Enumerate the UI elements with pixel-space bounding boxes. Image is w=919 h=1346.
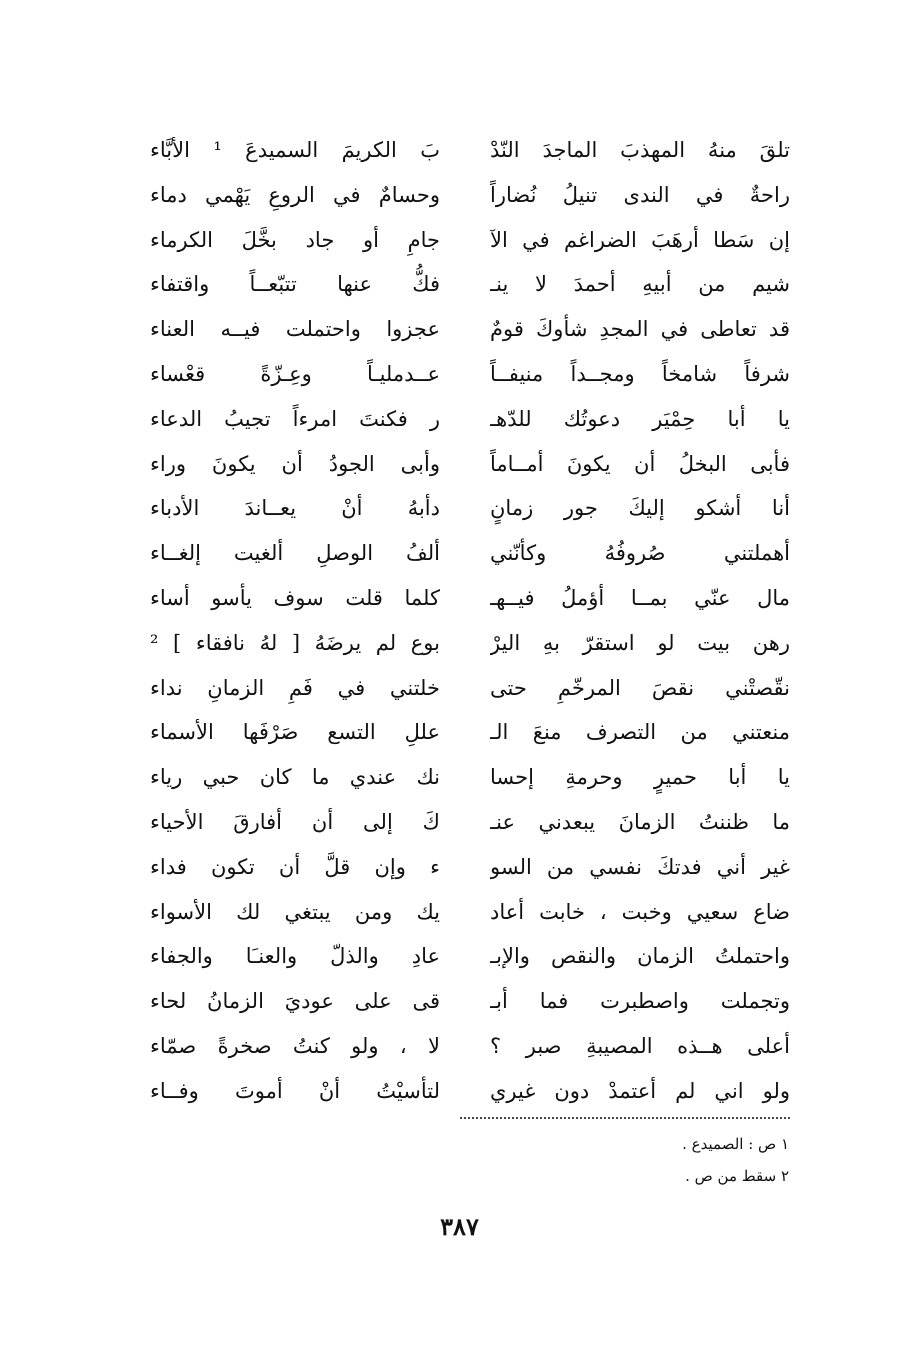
verse-first-hemistich: قد تعاطى في المجدِ شأوكَ قومٌ: [490, 317, 790, 342]
verse-second-hemistich: عادِ والذلّ والعنـَا والجفاء: [150, 944, 440, 969]
verse-second-hemistich: لا ، ولو كنتُ صخرةً صمّاء: [150, 1034, 440, 1058]
verse-line: [150, 397, 790, 441]
verse-first-hemistich: راحةٌ في الندى تنيلُ نُضاراً: [490, 182, 790, 207]
verse-second-hemistich: نك عندي ما كان حبي رياء: [150, 765, 440, 790]
verse-line: [150, 934, 790, 978]
verse-first-hemistich: رهن بيت لو استقرّ بهِ اليرْ: [490, 630, 790, 655]
verse-second-hemistich: كَ إلى أن أفارقَ الأحياء: [150, 810, 440, 834]
verse-first-hemistich: نقّصتْني نقصَ المرخّمِ حتى: [490, 675, 790, 700]
verse-first-hemistich: أعلى هــذه المصيبةِ صبر ؟: [490, 1034, 790, 1058]
verse-line: [150, 173, 790, 217]
verse-line: [150, 486, 790, 530]
verse-line: [150, 262, 790, 306]
verse-line: [150, 890, 790, 934]
verse-second-hemistich: جامِ أو جاد بخَّلَ الكرماء: [150, 227, 440, 252]
verse-first-hemistich: وتجملت واصطبرت فما أبـ: [490, 989, 790, 1014]
verse-second-hemistich: ألفُ الوصلِ ألغيت إلغــاء: [150, 541, 440, 566]
footnote-separator: [460, 1117, 790, 1119]
verse-line: [150, 979, 790, 1023]
verse-second-hemistich: عــدمليـاً وعِـزّةً قعْساء: [150, 362, 440, 386]
footnote: ١ ص : الصميدع .: [682, 1135, 789, 1153]
verse-first-hemistich: إن سَطا أرهَبَ الضراغم في الآ: [490, 227, 790, 252]
verse-second-hemistich: ر فكنتَ امرءاً تجيبُ الدعاء: [150, 406, 440, 431]
verse-first-hemistich: ولو اني لم أعتمدْ دون غيري: [490, 1078, 790, 1103]
verse-line: [150, 128, 790, 172]
verse-line: [150, 442, 790, 486]
verse-line: [150, 307, 790, 351]
verse-first-hemistich: يا أبا حميرٍ وحرمةِ إحسا: [490, 765, 790, 790]
verse-first-hemistich: تلقَ منهُ المهذبَ الماجدَ النّدْ: [490, 138, 790, 162]
footnotes: [469, 1128, 789, 1192]
verse-first-hemistich: ضاع سعيي وخبت ، خابت أعاد: [490, 899, 790, 924]
verse-line: [150, 710, 790, 754]
verse-first-hemistich: مال عنّي بمــا أؤملُ فيــهـ: [490, 586, 790, 610]
verse-first-hemistich: غير أني فدتكَ نفسي من السو: [490, 854, 790, 879]
verse-second-hemistich: دأبهُ أنْ يعــاندَ الأدباء: [150, 496, 440, 521]
verse-line: [150, 666, 790, 710]
verse-second-hemistich: خلتني في فَمِ الزمانِ نداء: [150, 675, 440, 700]
verse-first-hemistich: منعتني من التصرف منعَ الـ: [490, 720, 790, 745]
verse-second-hemistich: ء وإن قلَّ أن تكون فداء: [150, 854, 440, 879]
verse-second-hemistich: كلما قلت سوف يأسو أساء: [150, 586, 440, 610]
verse-line: [150, 531, 790, 575]
verse-second-hemistich: قى على عوديَ الزمانُ لحاء: [150, 989, 440, 1014]
verse-first-hemistich: أهملتني صُروفُهُ وكأنّني: [490, 541, 790, 566]
verse-second-hemistich: فكُّ عنها تتبّعــاً واقتفاء: [150, 272, 440, 297]
verse-first-hemistich: فأبى البخلُ أن يكونَ أمــاماً: [490, 451, 790, 476]
verse-first-hemistich: شيم من أبيهِ أحمدَ لا ينـ: [490, 272, 790, 297]
footnote: ٢ سقط من ص .: [685, 1167, 789, 1185]
verse-line: [150, 218, 790, 262]
verse-second-hemistich: عجزوا واحتملت فيــه العناء: [150, 317, 440, 342]
verse-line: [150, 1069, 790, 1113]
verse-first-hemistich: أنا أشكو إليكَ جور زمانٍ: [490, 496, 790, 521]
page-number: ٣٨٧: [440, 1212, 479, 1241]
verse-line: [150, 576, 790, 620]
verse-line: [150, 352, 790, 396]
verse-second-hemistich: يك ومن يبتغي لك الأسواء: [150, 899, 440, 924]
verse-second-hemistich: بوع لم يرضَهُ [ لهُ نافقاء ] ²: [150, 630, 440, 655]
verse-line: [150, 845, 790, 889]
verse-line: [150, 755, 790, 799]
verse-first-hemistich: شرفاً شامخاً ومجــداً منيفــاً: [490, 362, 790, 386]
verse-first-hemistich: يا أبا حِمْيَر دعوتُك للدّهـ: [490, 406, 790, 431]
verse-second-hemistich: لتأسيْتُ أنْ أموتَ وفــاء: [150, 1078, 440, 1103]
verse-second-hemistich: وأبى الجودُ أن يكونَ وراء: [150, 451, 440, 476]
verse-second-hemistich: بَ الكريمَ السميدعَ ¹ الأبَّاء: [150, 138, 440, 162]
verse-second-hemistich: وحسامٌ في الروعِ يَهْمي دماء: [150, 182, 440, 207]
verse-first-hemistich: واحتملتُ الزمان والنقص والإبـ: [490, 944, 790, 969]
poem-body: [150, 128, 790, 1118]
verse-second-hemistich: عللِ التسع صَرْفَها الأسماء: [150, 720, 440, 745]
verse-line: [150, 1024, 790, 1068]
verse-first-hemistich: ما ظننتُ الزمانَ يبعدني عنـ: [490, 810, 790, 834]
verse-line: [150, 621, 790, 665]
verse-line: [150, 800, 790, 844]
